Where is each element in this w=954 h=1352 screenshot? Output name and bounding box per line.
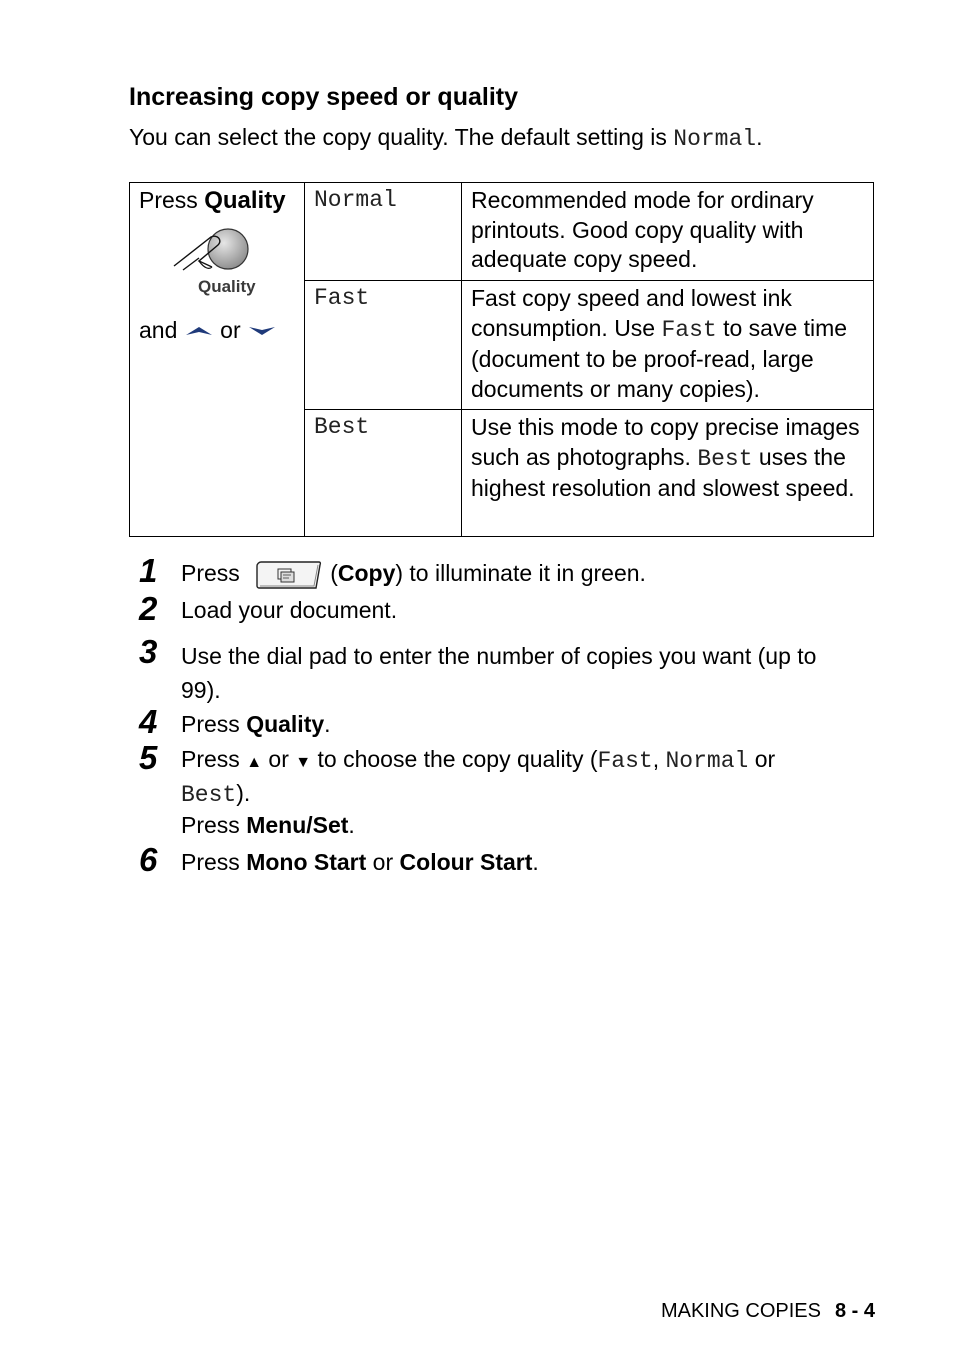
- step-number: 2: [139, 590, 158, 627]
- page-heading: Increasing copy speed or quality: [129, 83, 519, 111]
- press-label: Press: [139, 187, 205, 213]
- step-text-part: Press: [181, 812, 247, 838]
- open-paren: (: [330, 560, 338, 586]
- mode-name-fast: Fast: [305, 281, 462, 410]
- mode-code: Best: [181, 782, 237, 808]
- desc-code: Best: [697, 445, 753, 472]
- menu-set-key-label: Menu/Set: [246, 812, 349, 838]
- quality-modes-table: [129, 182, 874, 537]
- mode-name-best: Best: [305, 410, 462, 537]
- step-text-part: Press: [181, 746, 247, 772]
- step-number: 6: [139, 841, 158, 878]
- step-text-part: or: [262, 746, 296, 772]
- step-text-part: .: [532, 849, 539, 875]
- step-text-part: Press: [181, 849, 247, 875]
- footer-section-title: MAKING COPIES: [660, 1300, 821, 1322]
- intro-text: You can select the copy quality. The default setting is: [129, 124, 674, 150]
- step-text-part: or: [366, 849, 400, 875]
- quality-icon-caption: Quality: [198, 276, 256, 296]
- step-text: [181, 557, 841, 591]
- step-text-part: .: [348, 812, 355, 838]
- up-triangle-icon: ▲: [246, 754, 263, 771]
- mono-start-key-label: Mono Start: [246, 849, 367, 875]
- colour-start-key-label: Colour Start: [399, 849, 533, 875]
- step-text: Use the dial pad to enter the number of copies you want (up to 99).: [181, 643, 817, 703]
- quality-key-label: Quality: [204, 187, 286, 214]
- copy-button-icon: [256, 559, 322, 591]
- press-quality-line: [139, 186, 296, 216]
- step-text-part: ,: [652, 746, 666, 772]
- step-number: 4: [139, 703, 158, 740]
- and-label: and: [139, 316, 184, 343]
- step-text: [181, 744, 841, 811]
- step-number: 3: [139, 633, 158, 670]
- step-text-part: ).: [236, 780, 251, 806]
- quality-finger-button-icon: [171, 228, 271, 300]
- instruction-cell: [130, 183, 305, 537]
- mode-description-normal: Recommended mode for ordinary printouts. Good copy quality with adequate copy speed.: [462, 183, 874, 281]
- footer-page-number: 8 - 4: [834, 1300, 875, 1322]
- step-text: [181, 846, 841, 878]
- mode-description-fast: [462, 281, 874, 410]
- table-row: [130, 183, 874, 281]
- desc-text: uses the highest resolution and slowest speed.: [471, 443, 855, 501]
- intro-default-mode: Normal: [673, 126, 757, 152]
- step-text-line2: [181, 809, 841, 841]
- step-text: [181, 708, 841, 740]
- step-text-part: to choose the copy quality (: [311, 746, 598, 772]
- desc-text: Use this mode to copy precise images such as photographs.: [471, 414, 860, 470]
- copy-key-label: Copy: [337, 560, 396, 586]
- intro-paragraph: [129, 124, 762, 152]
- step-text-part: Press: [181, 560, 247, 586]
- desc-text: Fast copy speed and lowest ink consumption. Use: [471, 285, 792, 341]
- step-text: Load your document.: [181, 597, 398, 623]
- down-arrow-icon: [247, 323, 277, 339]
- mode-description-best: [462, 410, 874, 537]
- step-text-part: ) to illuminate it in green.: [395, 560, 646, 586]
- desc-code: Fast: [661, 316, 717, 343]
- down-triangle-icon: ▼: [295, 754, 312, 771]
- step-text-part: or: [748, 746, 776, 772]
- page-footer: [661, 1300, 875, 1323]
- step-text-part: Press: [181, 711, 247, 737]
- mode-code: Normal: [665, 748, 749, 774]
- or-label: or: [213, 316, 247, 343]
- and-arrows-line: [139, 316, 296, 346]
- step-text-part: .: [324, 711, 331, 737]
- step-number: 5: [139, 739, 158, 776]
- intro-end: .: [756, 124, 763, 150]
- quality-key-label: Quality: [246, 711, 325, 737]
- step-number: 1: [139, 552, 158, 589]
- up-arrow-icon: [184, 323, 214, 339]
- mode-code: Fast: [597, 748, 653, 774]
- mode-name-normal: Normal: [305, 183, 462, 281]
- desc-text: to save time (document to be proof-read, large documents or many copies).: [471, 314, 848, 402]
